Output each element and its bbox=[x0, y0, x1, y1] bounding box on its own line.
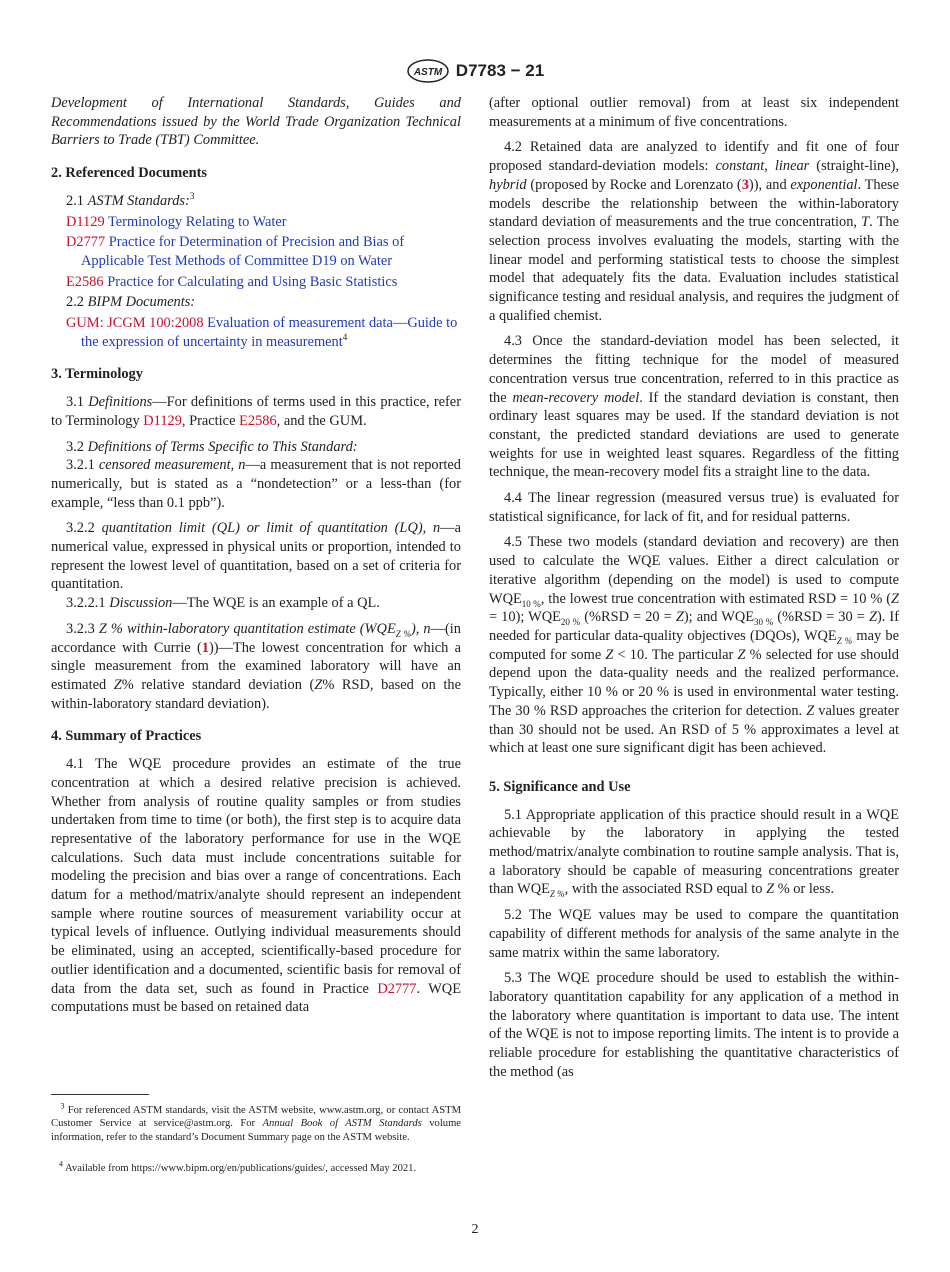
section-4-heading: 4. Summary of Practices bbox=[51, 728, 202, 745]
page-number: 2 bbox=[471, 1222, 479, 1237]
section-4-1: 4.1 The WQE procedure provides an estimate of the true concentration at which a desired relative precision is achieved. Whether from analysis of routine quality samples or from studies undertaken from time to time (or both), the first step is to acquire data representative of the laboratory performance for use in the WQE calculations. Such data must include concentrations suitable for modeling the precision and bias over a range of concentrations. Each datum for a method/matrix/analyte should represent an independent sample where routine sources of measurement variability occur at typical levels of influence. Outlying individual measurements should be eliminated, using an accepted, scientifically-based procedure for outlier identification and a documented, scientific basis for removal of data from the data set, such as found in Practice D2777. WQE computations must be based on retained data bbox=[51, 756, 461, 1016]
footnote-4: $^4$ Available from https://www.bipm.org/en/publications/guides/, accessed May 2021. bbox=[58, 1159, 417, 1174]
section-4-1-continued: (after optional outlier removal) from at least six independent measurements at a minimum of five concentrations. bbox=[489, 95, 899, 130]
link-d1129[interactable]: D1129 bbox=[143, 412, 182, 429]
section-5-heading: 5. Significance and Use bbox=[489, 778, 631, 795]
ref-e2586[interactable]: E2586 Practice for Calculating and Using Basic Statistics bbox=[66, 273, 398, 290]
citation-3[interactable]: 3 bbox=[741, 176, 749, 193]
right-column bbox=[489, 94, 899, 1088]
section-2-heading: 2. Referenced Documents bbox=[51, 165, 207, 182]
citation-1[interactable]: 1 bbox=[201, 639, 209, 656]
svg-text:ASTM: ASTM bbox=[413, 67, 442, 78]
section-3-2-2: 3.2.2 quantitation limit (QL) or limit of quantitation (LQ), n—a numerical value, expressed in physical units or proportion, intended to represent the lowest level of quantitation, based on a set of criteria for quantitation. bbox=[51, 520, 461, 593]
section-2-1: 2.1 ASTM Standards:$^3$ bbox=[66, 191, 195, 209]
page-header bbox=[0, 58, 950, 84]
section-3-2-3: 3.2.3 Z % within-laboratory quantitation estimate $(WQE_{Z \%})$, n—(in accordance with Currie (1))—The lowest concentration for which a single measurement from the examined laboratory will have an estimated Z% relative standard deviation (Z% RSD, based on the within-laboratory standard deviation). bbox=[51, 620, 461, 712]
document-designation: D7783 − 21 bbox=[455, 61, 545, 80]
intro-paragraph: Development of International Standards, Guides and Recommendations issued by the World Trade Organization Technical Barriers to Trade (TBT) Committee. bbox=[51, 95, 461, 149]
link-e2586[interactable]: E2586 bbox=[239, 412, 277, 429]
ref-gum[interactable]: GUM: JCGM 100:2008 Evaluation of measurement data—Guide to the expression of uncertainty in measurement$^4$ bbox=[66, 315, 458, 350]
section-4-2: 4.2 Retained data are analyzed to identify and fit one of four proposed standard-deviation models: constant, linear (straight-line), hybrid (proposed by Rocke and Lorenzato (3)), and exponential. These models describe the relationship between the within-laboratory standard deviation of measurements and the true concentration, T. The selection process involves evaluating the models, starting with the linear model and performing statistical tests to choose the simplest model that adequately fits the data. Evaluation includes statistical significance testing and residual analysis, and requires the judgment of a qualified chemist. bbox=[489, 139, 899, 324]
link-d2777[interactable]: D2777 bbox=[377, 980, 417, 997]
footnote-divider bbox=[51, 1094, 149, 1095]
section-3-2-1: 3.2.1 censored measurement, n—a measurement that is not reported numerically, but is stated as a “nondetection” or a less-than (for example, “less than 0.1 ppb”). bbox=[51, 457, 461, 511]
section-5-1: 5.1 Appropriate application of this practice should result in a WQE achievable by the laboratory in applying the tested method/matrix/analyte combination to routine sample analysis. That is, a laboratory should be capable of measuring concentrations greater than $WQE_{Z \%}$, with the associated RSD equal to Z % or less. bbox=[489, 806, 899, 900]
section-5-3: 5.3 The WQE procedure should be used to establish the within-laboratory quantitation capability for any application of a method in the laboratory where quantitation is important to data use. The intent of the WQE is not to impose reporting limits. The intent is to provide a reliable procedure for establishing the quantitative characteristics of the method (as bbox=[489, 970, 899, 1080]
section-2-2: 2.2 BIPM Documents: bbox=[66, 294, 196, 311]
section-4-4: 4.4 The linear regression (measured versus true) is evaluated for statistical significance, for lack of fit, and for residual patterns. bbox=[489, 490, 899, 525]
footnote-3: $^3$ For referenced ASTM standards, visit the ASTM website, www.astm.org, or contact ASTM Customer Service at service@astm.org. For Annual Book of ASTM Standards volume information, refer to the standard’s Document Summary page on the ASTM website. bbox=[51, 1101, 462, 1143]
left-column bbox=[51, 94, 461, 1024]
astm-logo-icon bbox=[406, 58, 450, 84]
ref-d2777[interactable]: D2777 Practice for Determination of Precision and Bias of Applicable Test Methods of Committee D19 on Water bbox=[66, 234, 405, 269]
section-4-5: 4.5 These two models (standard deviation and recovery) are then used to calculate the WQE values. Either a direct calculation or iterative algorithm (depending on the model) is used to compute $WQE_{10 \%}$, the lowest true concentration with estimated RSD = 10 % (Z = 10); $WQE_{20 \%}$ (%RSD = 20 = Z); and $WQE_{30 \%}$ (%RSD = 30 = Z). If needed for particular data-quality objectives (DQOs), $WQE_{Z \%}$ may be computed for some Z < 10. The particular Z % selected for use should depend upon the data-quality needs and the realized performance. Typically, either 10 % or 20 % is used in environmental water testing. The 30 % RSD approaches the criterion for detection. Z values greater than 30 should not be used. An RSD of 5 % approximates a level at which at least one sure significant digit has been achieved. bbox=[489, 534, 900, 757]
ref-d1129[interactable]: D1129 Terminology Relating to Water bbox=[66, 213, 287, 230]
section-4-3: 4.3 Once the standard-deviation model has been selected, it determines the fitting technique for the model of measured concentration versus true concentration, referred to in this practice as the mean-recovery model. If the standard deviation is constant, then ordinary least squares may be used. If the standard deviation is not constant, the predicted standard deviations are used to generate weights for use in weighted least squares. Regardless of the fitting technique, the mean-recovery model fits a straight line to the data. bbox=[489, 333, 899, 481]
section-3-heading: 3. Terminology bbox=[51, 366, 143, 383]
section-3-2: 3.2 Definitions of Terms Specific to This Standard: bbox=[66, 438, 358, 455]
section-5-2: 5.2 The WQE values may be used to compare the quantitation capability of different methods for analysis of the same analyte in the same matrix within the same laboratory. bbox=[489, 907, 899, 961]
section-3-1: 3.1 Definitions—For definitions of terms used in this practice, refer to Terminology D1129, Practice E2586, and the GUM. bbox=[51, 394, 461, 429]
section-3-2-2-1: 3.2.2.1 Discussion—The WQE is an example of a QL. bbox=[66, 595, 380, 612]
